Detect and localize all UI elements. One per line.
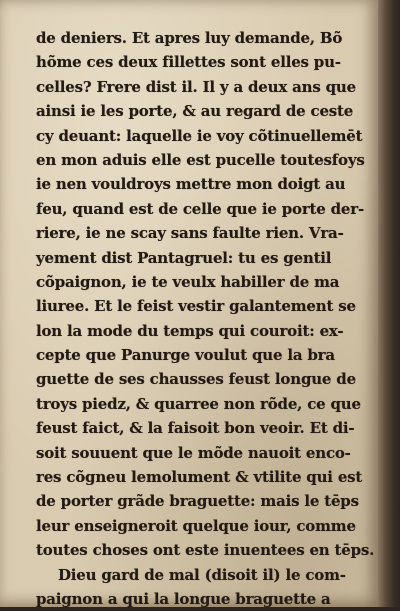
text-line: cy deuant: laquelle ie voy cõtinuellemēt bbox=[36, 126, 363, 145]
text-line: res cõgneu lemolument & vtilite qui est bbox=[36, 468, 363, 487]
text-line: ie nen vouldroys mettre mon doigt au bbox=[36, 175, 346, 194]
text-line: riere, ie ne scay sans faulte rien. Vra- bbox=[36, 224, 344, 243]
text-line: liuree. Et le feist vestir galantement se bbox=[36, 297, 356, 316]
text-line: guette de ses chausses feust longue de bbox=[36, 370, 356, 389]
text-line: Dieu gard de mal (disoit il) le com- bbox=[58, 565, 346, 584]
text-line: hõme ces deux fillettes sont elles pu- bbox=[36, 53, 341, 72]
text-line: feu, quand est de celle que ie porte der- bbox=[36, 199, 364, 218]
text-block bbox=[36, 26, 375, 608]
text-line: feust faict, & la faisoit bon veoir. Et di- bbox=[36, 419, 355, 438]
text-line: soit souuent que le mõde nauoit enco- bbox=[36, 443, 351, 462]
text-line: ainsi ie les porte, & au regard de ceste bbox=[36, 102, 354, 121]
text-line: paignon a qui la longue braguette a bbox=[36, 589, 331, 608]
text-line: leur enseigneroit quelque iour, comme bbox=[36, 516, 356, 535]
text-line: de porter grãde braguette: mais le tēps bbox=[36, 492, 359, 511]
text-line: yement dist Pantagruel: tu es gentil bbox=[36, 248, 332, 267]
page-edge bbox=[378, 0, 400, 607]
text-line: toutes choses ont este inuentees en tēps. bbox=[36, 541, 375, 560]
text-line: en mon aduis elle est pucelle toutesfoys bbox=[36, 150, 365, 169]
text-line: lon la mode du temps qui couroit: ex- bbox=[36, 321, 344, 340]
text-line: celles? Frere dist il. Il y a deux ans que bbox=[36, 77, 356, 96]
text-line: troys piedz, & quarree non rõde, ce que bbox=[36, 394, 361, 413]
text-line: cepte que Panurge voulut que la bra bbox=[36, 346, 335, 365]
text-line: de deniers. Et apres luy demande, Bõ bbox=[36, 29, 343, 47]
text-line: cõpaignon, ie te veulx habiller de ma bbox=[36, 272, 340, 291]
